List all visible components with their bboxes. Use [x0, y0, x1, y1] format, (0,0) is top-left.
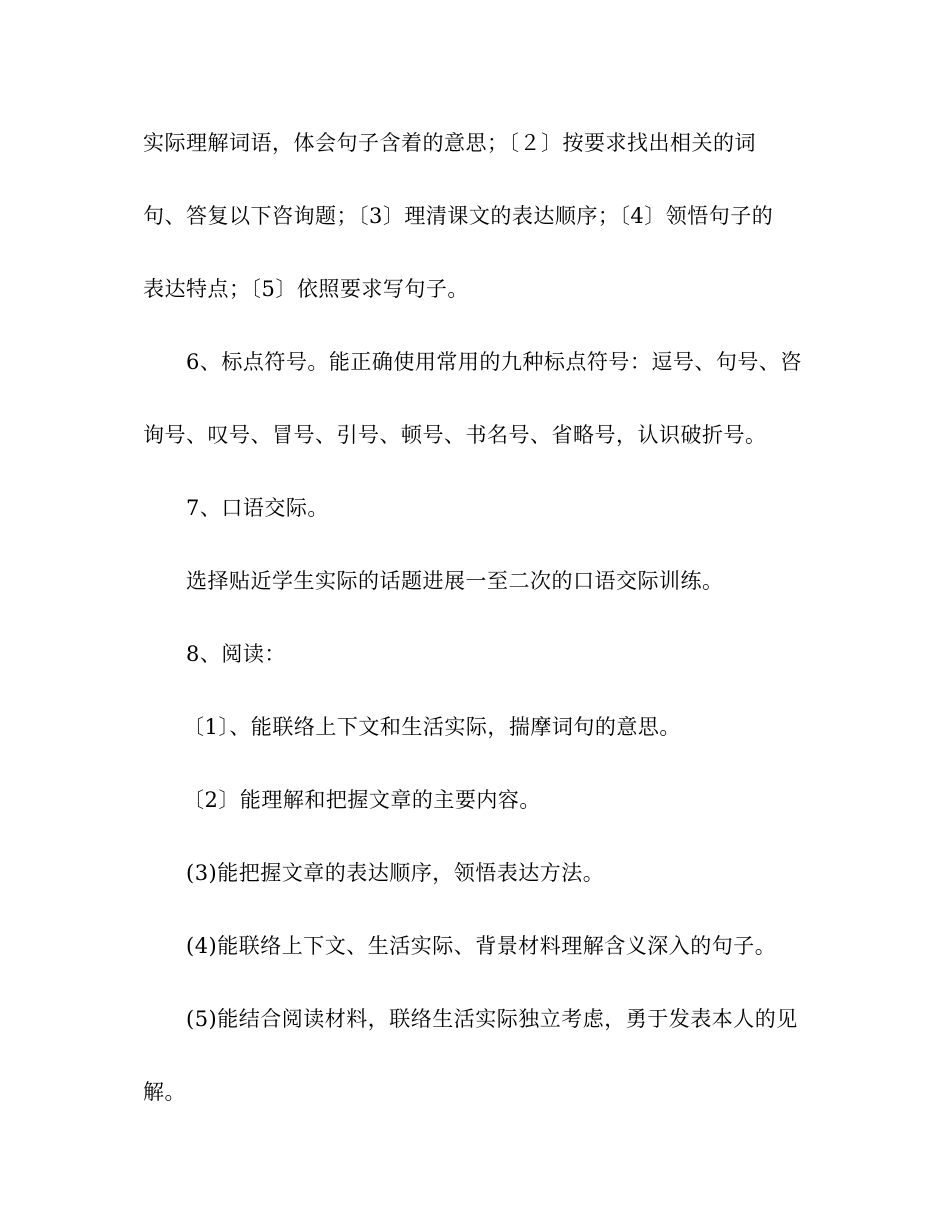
paragraph-line: 实际理解词语，体会句子含着的意思；〔２〕按要求找出相关的词	[143, 131, 756, 155]
paragraph-line: 句、答复以下咨询题；〔3〕理清课文的表达顺序；〔4〕领悟句子的	[143, 204, 774, 228]
list-item: 〔1〕、能联络上下文和生活实际，揣摩词句的意思。	[183, 715, 681, 739]
list-item: (3)能把握文章的表达顺序，领悟表达方法。	[186, 861, 605, 885]
list-item: (5)能结合阅读材料，联络生活实际独立考虑，勇于发表本人的见	[186, 1007, 798, 1031]
section-heading-reading: 8、阅读：	[186, 642, 286, 666]
paragraph-line: 选择贴近学生实际的话题进展一至二次的口语交际训练。	[186, 569, 724, 593]
paragraph-line: 询号、叹号、冒号、引号、顿号、书名号、省略号，认识破折号。	[143, 423, 767, 447]
list-item: 〔2〕能理解和把握文章的主要内容。	[183, 788, 541, 812]
list-item: (4)能联络上下文、生活实际、背景材料理解含义深入的句子。	[186, 934, 777, 958]
section-heading-punctuation: 6、标点符号。能正确使用常用的九种标点符号：逗号、句号、咨	[186, 350, 802, 374]
paragraph-line: 解。	[143, 1080, 186, 1104]
section-heading-oral: 7、口语交际。	[186, 496, 329, 520]
paragraph-line: 表达特点；〔5〕依照要求写句子。	[143, 277, 469, 301]
